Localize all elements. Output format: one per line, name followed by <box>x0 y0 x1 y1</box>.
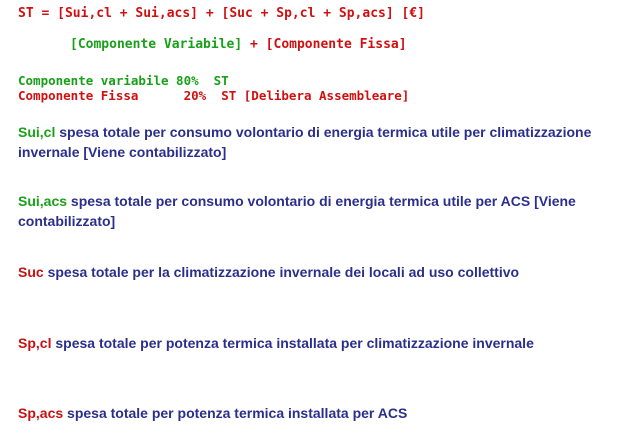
definition-text: spesa totale per potenza termica installata per climatizzazione invernale <box>51 335 534 351</box>
definition-term: Sp,cl <box>18 335 52 351</box>
definition-text: spesa totale per consumo volontario di energia termica utile per climatizzazione invernale [Viene contabilizzato] <box>18 124 592 160</box>
definition-term: Sp,acs <box>18 405 64 421</box>
formula-fixed-component: [Componente Fissa] <box>265 37 407 52</box>
formula-plus: + <box>242 37 266 52</box>
definition-text: spesa totale per potenza termica installata per ACS <box>63 405 408 421</box>
definition-sp-cl <box>18 333 608 353</box>
formula-variable-component: [Componente Variabile] <box>70 37 243 52</box>
definition-sui-cl <box>18 122 608 162</box>
definition-term: Sui,cl <box>18 124 56 140</box>
definition-sp-acs <box>18 403 608 423</box>
definition-sui-acs <box>18 191 608 231</box>
definition-text: spesa totale per la climatizzazione invernale dei locali ad uso collettivo <box>43 264 520 280</box>
definition-suc <box>18 262 608 282</box>
definition-text: spesa totale per consumo volontario di energia termica utile per ACS [Viene contabilizzato] <box>18 193 576 229</box>
formula-main: ST = [Sui,cl + Sui,acs] + [Suc + Sp,cl + Sp,acs] [€] <box>18 6 425 21</box>
component-variable-line: Componente variabile 80% ST <box>18 73 229 88</box>
definition-term: Suc <box>18 264 44 280</box>
formula-components <box>70 37 407 52</box>
component-fixed-line: Componente Fissa 20% ST [Delibera Assembleare] <box>18 88 410 103</box>
definition-term: Sui,acs <box>18 193 68 209</box>
